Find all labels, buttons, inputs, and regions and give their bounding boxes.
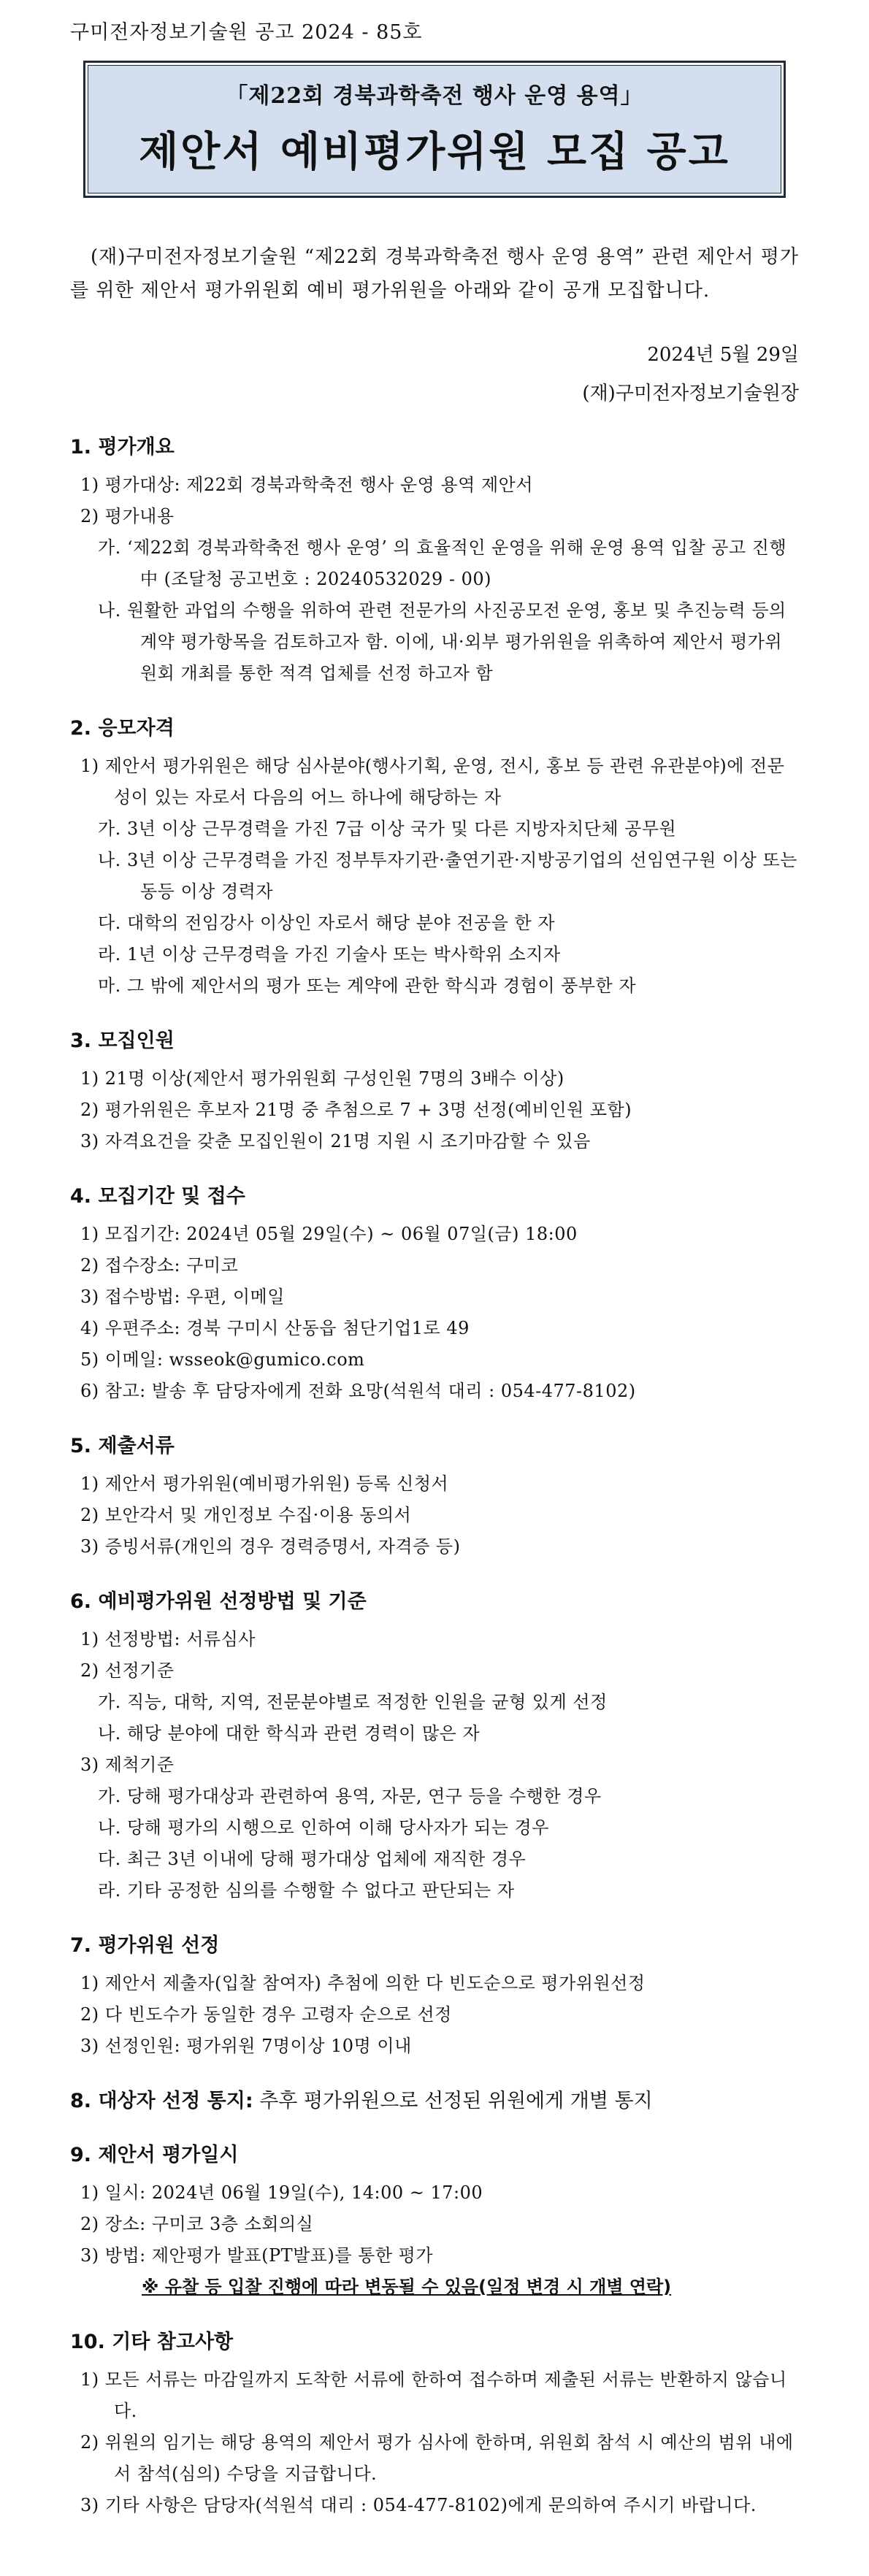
section-heading-text: 6. 예비평가위원 선정방법 및 기준: [70, 1590, 367, 1613]
sections-container: [70, 433, 799, 2521]
list-item: 2) 접수장소: 구미코: [80, 1255, 239, 1276]
list-item: 1) 21명 이상(제안서 평가위원회 구성인원 7명의 3배수 이상): [80, 1068, 564, 1089]
section-heading-text: 8. 대상자 선정 통지:: [70, 2090, 253, 2112]
list-item: 1) 일시: 2024년 06월 19일(수), 14:00 ~ 17:00: [80, 2182, 483, 2203]
section-heading: [70, 433, 799, 462]
sub-list-item: 나. 해당 분야에 대한 학식과 관련 경력이 많은 자: [98, 1723, 481, 1744]
section-heading-text: 2. 응모자격: [70, 717, 175, 740]
list-item: 3) 선정인원: 평가위원 7명이상 10명 이내: [80, 2036, 412, 2056]
sub-list-item: 가. 3년 이상 근무경력을 가진 7급 이상 국가 및 다른 지방자치단체 공무원: [98, 819, 677, 839]
list-item: 3) 기타 사항은 담당자(석원석 대리 : 054-477-8102)에게 문의하여 주시기 바랍니다.: [80, 2495, 757, 2515]
section-2: [70, 714, 799, 1002]
list-item: 1) 제안서 평가위원은 해당 심사분야(행사기획, 운영, 전시, 홍보 등 관련 유관분야)에 전문성이 있는 자로서 다음의 어느 하나에 해당하는 자: [80, 756, 785, 808]
doc-number: 구미전자정보기술원 공고 2024 - 85호: [70, 21, 423, 44]
section-9: [70, 2141, 799, 2303]
section-5: [70, 1432, 799, 1563]
list-item: 3) 자격요건을 갖춘 모집인원이 21명 지원 시 조기마감할 수 있음: [80, 1131, 591, 1151]
sub-list-item: 가. 당해 평가대상과 관련하여 용역, 자문, 연구 등을 수행한 경우: [98, 1786, 602, 1806]
section-heading: [70, 2328, 799, 2357]
section-heading-text: 9. 제안서 평가일시: [70, 2144, 239, 2166]
section-3: [70, 1027, 799, 1157]
section-heading: [70, 714, 799, 743]
sub-list-item: 마. 그 밖에 제안서의 평가 또는 계약에 관한 학식과 경험이 풍부한 자: [98, 975, 637, 996]
list-item: 2) 평가내용: [80, 506, 175, 526]
list-item: 2) 다 빈도수가 동일한 경우 고령자 순으로 선정: [80, 2004, 452, 2025]
sub-list-item: 다. 최근 3년 이내에 당해 평가대상 업체에 재직한 경우: [98, 1849, 527, 1869]
sub-list-item: 라. 기타 공정한 심의를 수행할 수 없다고 판단되는 자: [98, 1880, 515, 1901]
sub-list-item: 나. 당해 평가의 시행으로 인하여 이해 당사자가 되는 경우: [98, 1817, 549, 1838]
section-8: [70, 2087, 799, 2116]
section-heading: [70, 1931, 799, 1960]
sub-list-item: 나. 3년 이상 근무경력을 가진 정부투자기관·출연기관·지방공기업의 선임연구원 이상 또는 동등 이상 경력자: [98, 850, 797, 902]
section-heading: [70, 2141, 799, 2170]
section-6: [70, 1587, 799, 1906]
section-heading-text: 7. 평가위원 선정: [70, 1934, 220, 1957]
sub-list-item: 라. 1년 이상 근무경력을 가진 기술사 또는 박사학위 소지자: [98, 944, 561, 965]
intro-paragraph: (재)구미전자정보기술원 “제22회 경북과학축전 행사 운영 용역” 관련 제안서 평가를 위한 제안서 평가위원회 예비 평가위원을 아래와 같이 공개 모집합니다.: [70, 246, 799, 302]
section-7: [70, 1931, 799, 2062]
list-item: 1) 제안서 제출자(입찰 참여자) 추첨에 의한 다 빈도순으로 평가위원선정: [80, 1973, 646, 1993]
list-item: 1) 모집기간: 2024년 05월 29일(수) ~ 06월 07일(금) 18:00: [80, 1224, 578, 1244]
section-10: [70, 2328, 799, 2521]
sub-list-item: 다. 대학의 전임강사 이상인 자로서 해당 분야 전공을 한 자: [98, 913, 556, 933]
list-item: 2) 위원의 임기는 해당 용역의 제안서 평가 심사에 한하며, 위원회 참석 시 예산의 범위 내에서 참석(심의) 수당을 지급합니다.: [80, 2432, 794, 2484]
section-heading-text: 10. 기타 참고사항: [70, 2331, 234, 2353]
list-item: 4) 우편주소: 경북 구미시 산동읍 첨단기업1로 49: [80, 1318, 470, 1338]
title-box: [83, 61, 786, 198]
section-heading: [70, 1432, 799, 1461]
notice-date: 2024년 5월 29일: [647, 344, 799, 366]
section-4: [70, 1182, 799, 1407]
page-title: 제안서 예비평가위원 모집 공고: [139, 129, 730, 176]
list-item: 1) 선정방법: 서류심사: [80, 1629, 256, 1649]
list-item: 2) 평가위원은 후보자 21명 중 추첨으로 7 + 3명 선정(예비인원 포함): [80, 1100, 632, 1120]
list-item: 3) 증빙서류(개인의 경우 경력증명서, 자격증 등): [80, 1536, 461, 1557]
section-heading-text: 4. 모집기간 및 접수: [70, 1185, 245, 1208]
section-heading-text: 5. 제출서류: [70, 1435, 175, 1457]
section-heading: [70, 2087, 799, 2116]
section-inline-text: 추후 평가위원으로 선정된 위원에게 개별 통지: [253, 2090, 653, 2112]
section-heading-text: 3. 모집인원: [70, 1030, 175, 1052]
sub-list-item: 가. ‘제22회 경북과학축전 행사 운영’ 의 효율적인 운영을 위해 운영 용역 입찰 공고 진행 中 (조달청 공고번호 : 20240532029 - 00): [98, 537, 787, 589]
list-item: 2) 보안각서 및 개인정보 수집·이용 동의서: [80, 1505, 412, 1525]
list-item: 6) 참고: 발송 후 담당자에게 전화 요망(석원석 대리 : 054-477-8102): [80, 1381, 636, 1401]
list-item: 3) 접수방법: 우편, 이메일: [80, 1287, 285, 1307]
section-heading: [70, 1027, 799, 1056]
issuer-name: (재)구미전자정보기술원장: [582, 383, 799, 405]
list-item: 5) 이메일: wsseok@gumico.com: [80, 1349, 365, 1370]
list-item: 1) 제안서 평가위원(예비평가위원) 등록 신청서: [80, 1473, 449, 1494]
title-panel: [88, 65, 781, 193]
list-item: 3) 제척기준: [80, 1755, 175, 1775]
schedule-note: ※ 유찰 등 입찰 진행에 따라 변동될 수 있음(일정 변경 시 개별 연락): [142, 2277, 672, 2297]
title-subtitle: 「제22회 경북과학축전 행사 운영 용역」: [226, 83, 643, 109]
section-1: [70, 433, 799, 689]
list-item: 2) 장소: 구미코 3층 소회의실: [80, 2214, 314, 2234]
list-item: 1) 평가대상: 제22회 경북과학축전 행사 운영 용역 제안서: [80, 475, 534, 495]
sub-list-item: 가. 직능, 대학, 지역, 전문분야별로 적정한 인원을 균형 있게 선정: [98, 1692, 608, 1712]
list-item: 2) 선정기준: [80, 1660, 175, 1681]
section-heading: [70, 1587, 799, 1617]
section-heading: [70, 1182, 799, 1211]
sub-list-item: 나. 원활한 과업의 수행을 위하여 관련 전문가의 사진공모전 운영, 홍보 및 추진능력 등의 계약 평가항목을 검토하고자 함. 이에, 내·외부 평가위원을 위촉하여 제안서 평가위원회 개최를 통한 적격 업체를 선정 하고자 함: [98, 600, 786, 683]
list-item: 3) 방법: 제안평가 발표(PT발표)를 통한 평가: [80, 2245, 434, 2266]
section-heading-text: 1. 평가개요: [70, 436, 175, 459]
list-item: 1) 모든 서류는 마감일까지 도착한 서류에 한하여 접수하며 제출된 서류는 반환하지 않습니다.: [80, 2369, 787, 2421]
